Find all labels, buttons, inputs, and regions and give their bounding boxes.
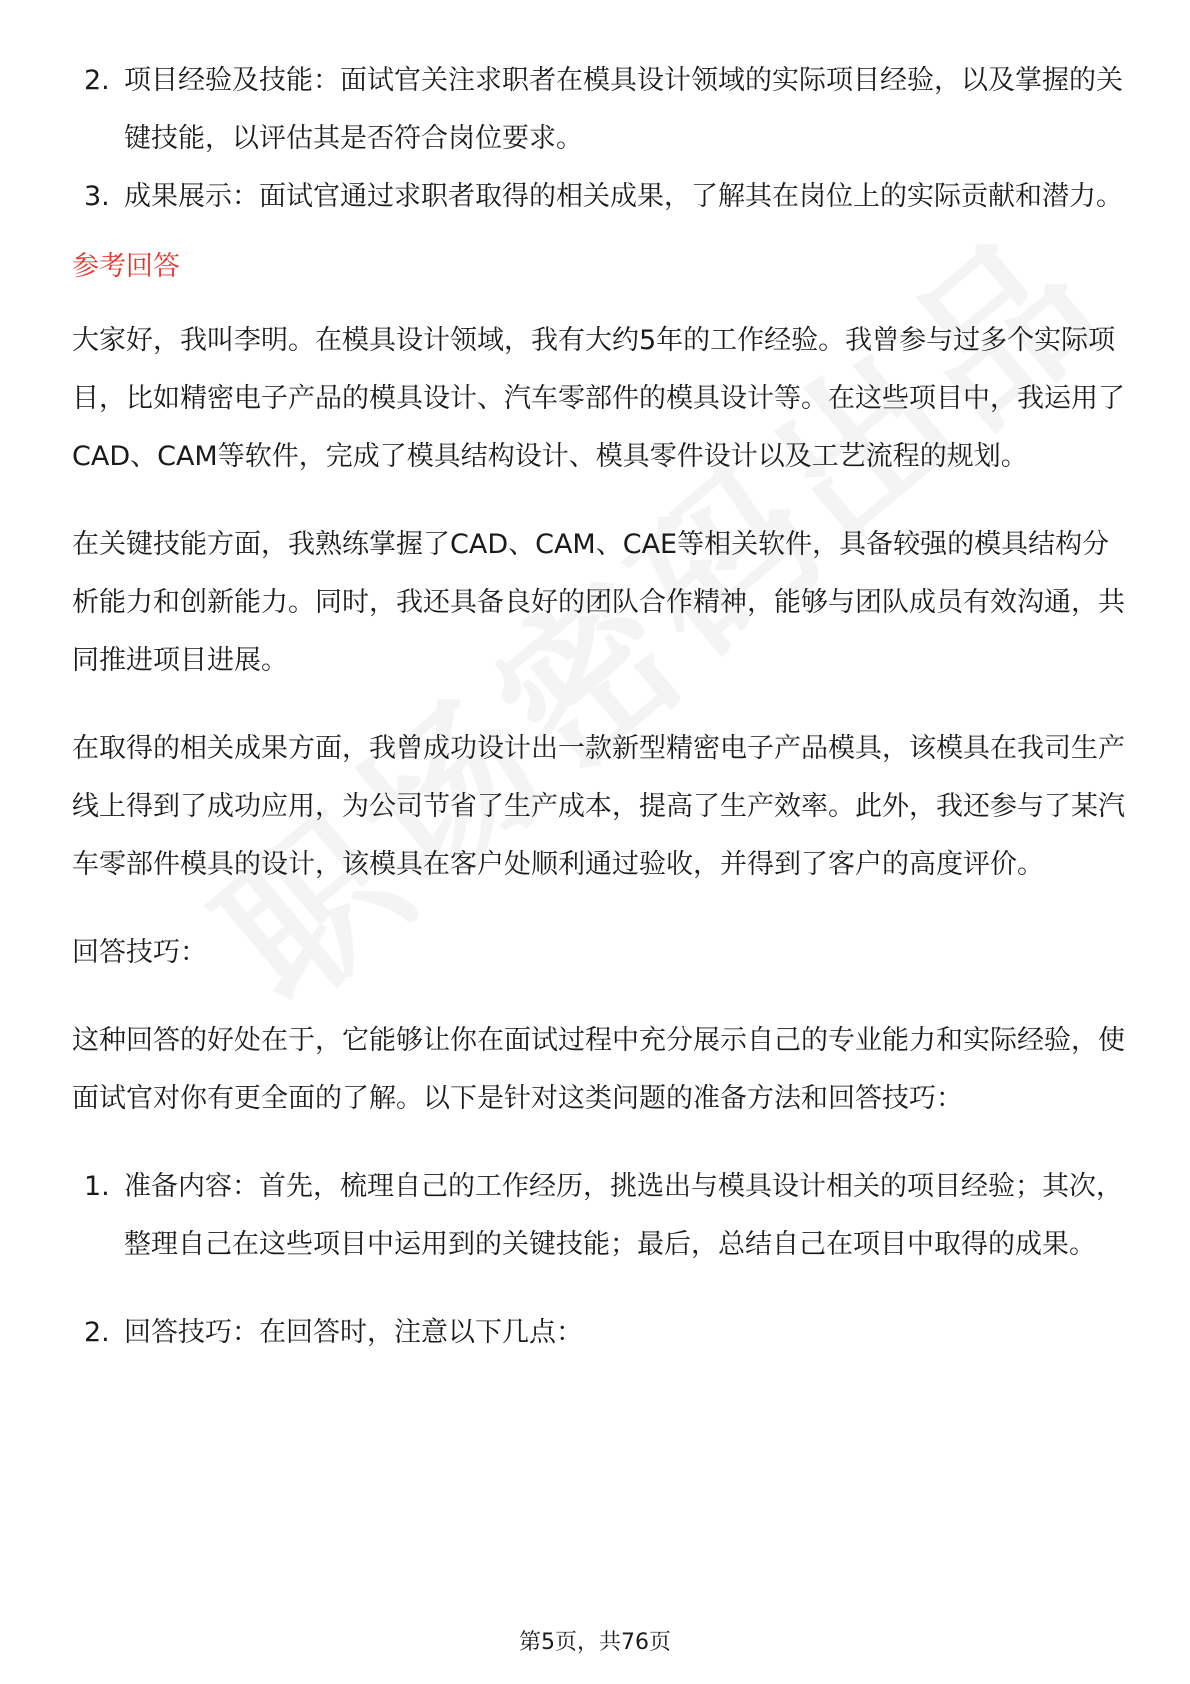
list-text: 项目经验及技能：面试官关注求职者在模具设计领域的实际项目经验，以及掌握的关键技能，以评估其是否符合岗位要求。 <box>124 65 1123 154</box>
list-number: 2. <box>84 1317 110 1348</box>
paragraph: 大家好，我叫李明。在模具设计领域，我有大约5年的工作经验。我曾参与过多个实际项目，比如精密电子产品的模具设计、汽车零部件的模具设计等。在这些项目中，我运用了CAD、CAM等软件，完成了模具结构设计、模具零件设计以及工艺流程的规划。 <box>72 325 1125 472</box>
list-number: 2. <box>84 65 110 96</box>
list-number: 1. <box>84 1171 110 1202</box>
list-item <box>72 168 1132 226</box>
paragraph: 在取得的相关成果方面，我曾成功设计出一款新型精密电子产品模具，该模具在我司生产线上得到了成功应用，为公司节省了生产成本，提高了生产效率。此外，我还参与了某汽车零部件模具的设计，该模具在客户处顺利通过验收，并得到了客户的高度评价。 <box>72 733 1125 880</box>
paragraph: 在关键技能方面，我熟练掌握了CAD、CAM、CAE等相关软件，具备较强的模具结构分析能力和创新能力。同时，我还具备良好的团队合作精神，能够与团队成员有效沟通，共同推进项目进展。 <box>72 529 1125 676</box>
list-item <box>72 1158 1132 1274</box>
paragraph: 这种回答的好处在于，它能够让你在面试过程中充分展示自己的专业能力和实际经验，使面试官对你有更全面的了解。以下是针对这类问题的准备方法和回答技巧： <box>72 1025 1125 1114</box>
list-text: 回答技巧：在回答时，注意以下几点： <box>124 1317 583 1348</box>
page-content <box>72 52 1132 1362</box>
list-item <box>72 1304 1132 1362</box>
list-text: 成果展示：面试官通过求职者取得的相关成果，了解其在岗位上的实际贡献和潜力。 <box>124 181 1123 212</box>
paragraph: 回答技巧： <box>72 937 207 968</box>
list-number: 3. <box>84 181 110 212</box>
section-heading: 参考回答 <box>72 251 180 282</box>
list-text: 准备内容：首先，梳理自己的工作经历，挑选出与模具设计相关的项目经验；其次，整理自己在这些项目中运用到的关键技能；最后，总结自己在项目中取得的成果。 <box>124 1171 1123 1260</box>
page-number: 第5页，共76页 <box>519 1630 671 1655</box>
list-item <box>72 52 1132 168</box>
